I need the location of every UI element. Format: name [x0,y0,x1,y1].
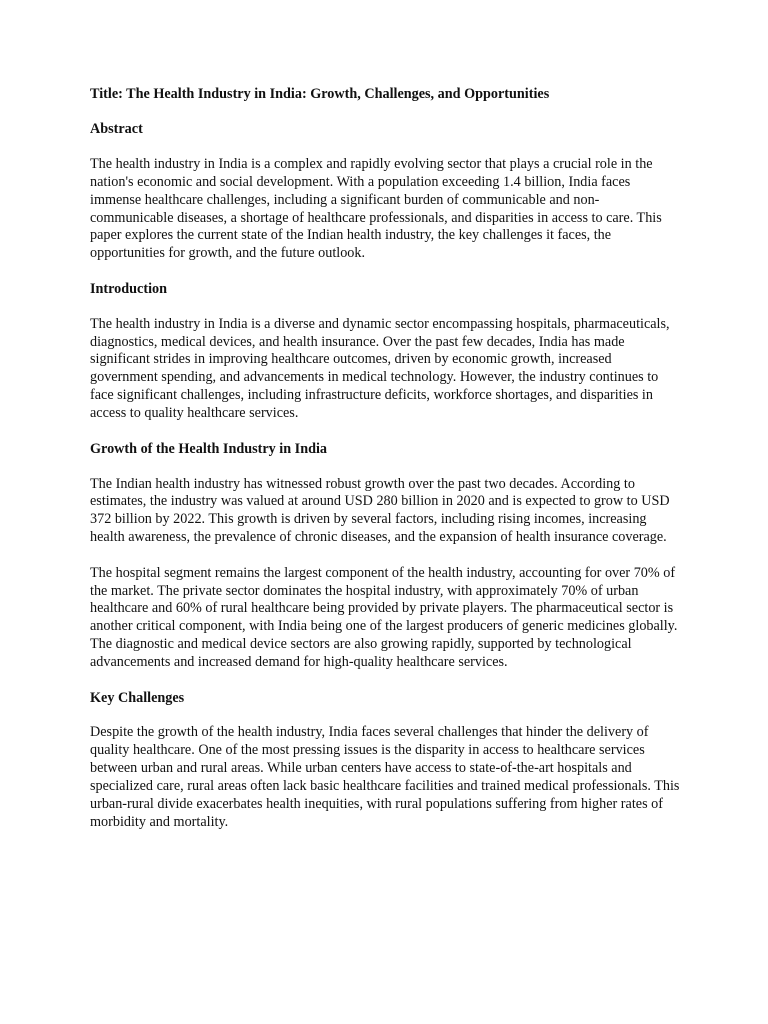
paragraph: The health industry in India is a complex and rapidly evolving sector that plays a crucial role in the nation's economic and social development. With a population exceeding 1.4 billion, India faces immense healthcare challenges, including a significant burden of communicable and non-communicable diseases, a shortage of healthcare professionals, and disparities in access to care. This paper explores the current state of the Indian health industry, the key challenges it faces, the opportunities for growth, and the future outlook. [90,155,662,262]
section-heading: Key Challenges [90,689,185,706]
paragraph: Despite the growth of the health industry, India faces several challenges that hinder the delivery of quality healthcare. One of the most pressing issues is the disparity in access to healthcare services between urban and rural areas. While urban centers have access to state-of-the-art hospitals and specialized care, rural areas often lack basic healthcare facilities and trained medical professionals. This urban-rural divide exacerbates health inequities, with rural populations suffering from higher rates of morbidity and mortality. [90,724,680,830]
document-title: Title: The Health Industry in India: Growth, Challenges, and Opportunities [90,86,550,102]
section-abstract [90,121,680,263]
section-heading: Growth of the Health Industry in India [90,440,328,457]
section-introduction [90,281,680,423]
paragraph: The Indian health industry has witnessed robust growth over the past two decades. According to estimates, the industry was valued at around USD 280 billion in 2020 and is expected to grow to USD 372 billion by 2022. This growth is driven by several factors, including rising incomes, increasing health awareness, the prevalence of chronic diseases, and the expansion of health insurance coverage. [90,475,670,546]
section-heading: Abstract [90,120,143,137]
section-key-challenges [90,690,680,832]
section-growth [90,441,680,672]
section-heading: Introduction [90,280,167,297]
paragraph: The hospital segment remains the largest component of the health industry, accounting for over 70% of the market. The private sector dominates the hospital industry, with approximately 70% of urban healthcare and 60% of rural healthcare being provided by private players. The pharmaceutical sector is another critical component, with India being one of the largest producers of generic medicines globally. The diagnostic and medical device sectors are also growing rapidly, supported by technological advancements and increased demand for high-quality healthcare services. [90,564,678,671]
paragraph: The health industry in India is a diverse and dynamic sector encompassing hospitals, pharmaceuticals, diagnostics, medical devices, and health insurance. Over the past few decades, India has made significant strides in improving healthcare outcomes, driven by economic growth, increased government spending, and advancements in medical technology. However, the industry continues to face significant challenges, including infrastructure deficits, workforce shortages, and disparities in access to quality healthcare services. [90,315,670,422]
document-page [90,86,680,849]
